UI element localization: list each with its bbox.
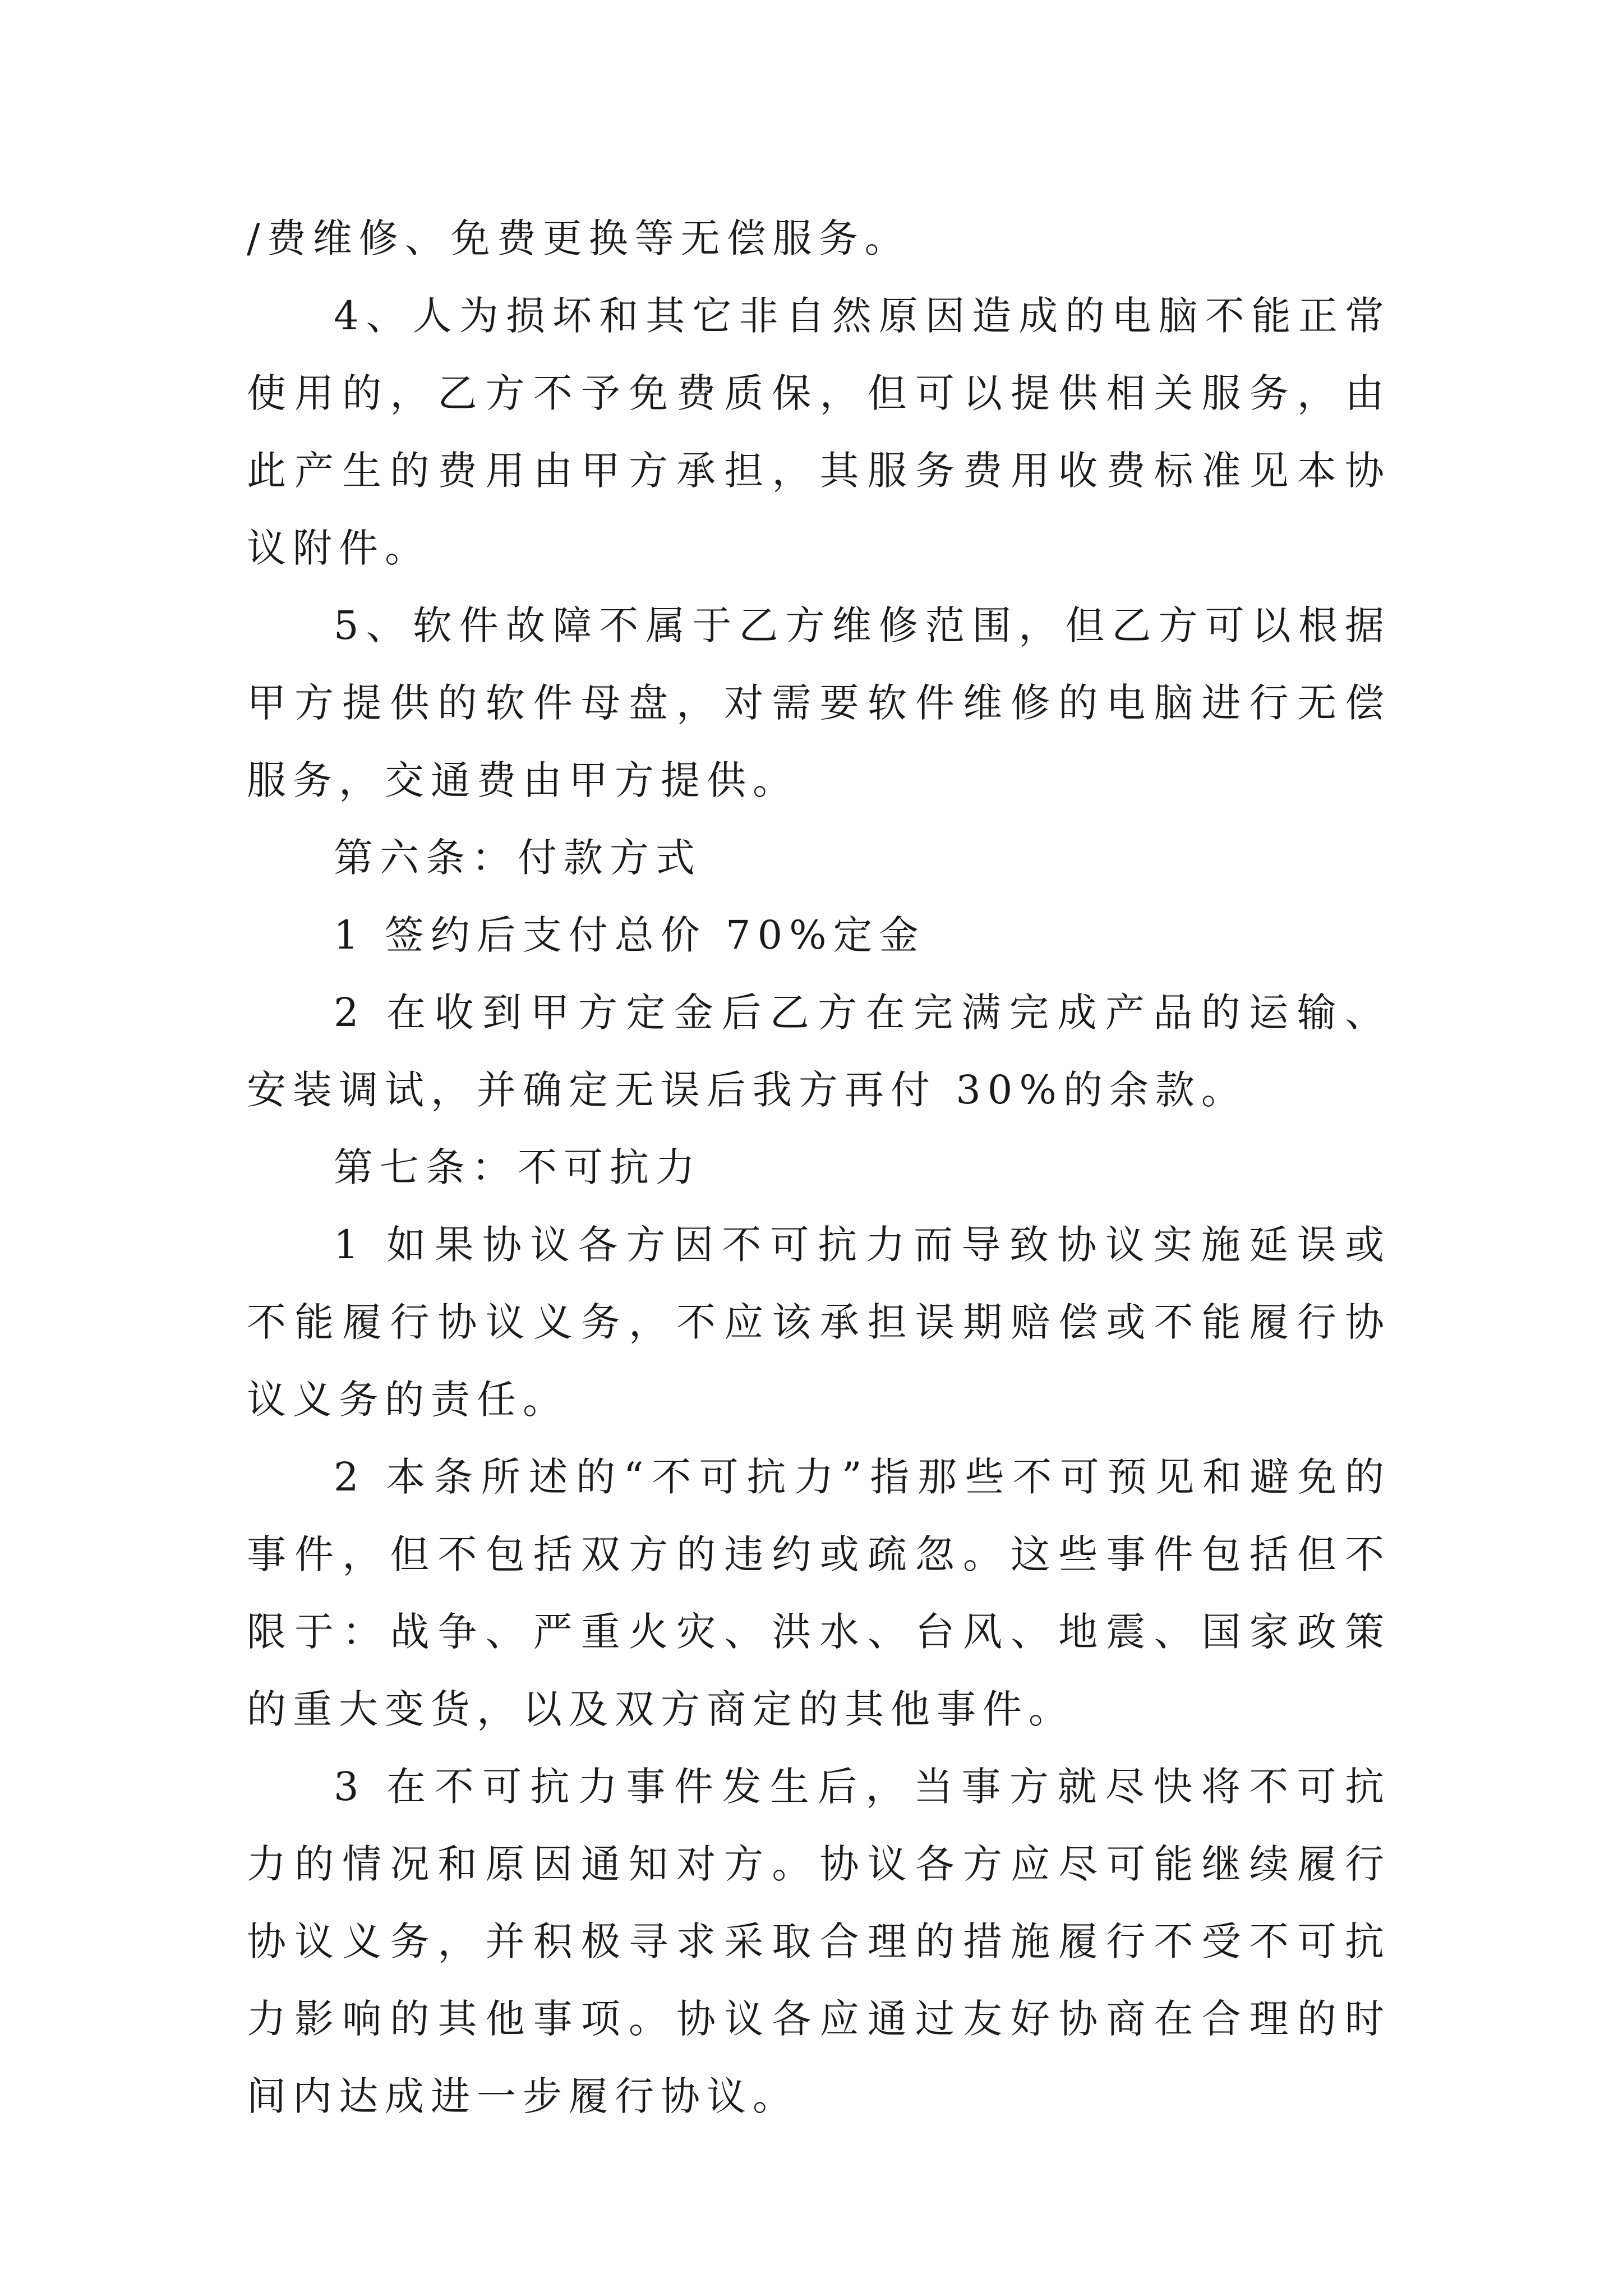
document-body	[247, 200, 1391, 2135]
paragraph-payment-1: 1 签约后支付总价 70%定金	[334, 912, 925, 958]
paragraph-clause-5: 5、软件故障不属于乙方维修范围，但乙方可以根据甲方提供的软件母盘，对需要软件维修的电脑进行无偿服务，交通费由甲方提供。	[247, 602, 1391, 803]
paragraph-continuation: /费维修、免费更换等无偿服务。	[247, 215, 911, 261]
paragraph-force-majeure-3: 3 在不可抗力事件发生后，当事方就尽快将不可抗力的情况和原因通知对方。协议各方应尽可能继续履行协议义务，并积极寻求采取合理的措施履行不受不可抗力影响的其他事项。协议各应通过友好协商在合理的时间内达成进一步履行协议。	[247, 1764, 1391, 2119]
section-heading-force-majeure: 第七条：不可抗力	[334, 1144, 702, 1190]
paragraph-clause-4: 4、人为损坏和其它非自然原因造成的电脑不能正常使用的，乙方不予免费质保，但可以提供相关服务，由此产生的费用由甲方承担，其服务费用收费标准见本协议附件。	[247, 293, 1391, 571]
paragraph-force-majeure-1: 1 如果协议各方因不可抗力而导致协议实施延误或不能履行协议义务，不应该承担误期赔偿或不能履行协议义务的责任。	[247, 1222, 1391, 1423]
paragraph-payment-2: 2 在收到甲方定金后乙方在完满完成产品的运输、安装调试，并确定无误后我方再付 30%的余款。	[247, 990, 1391, 1113]
paragraph-force-majeure-2: 2 本条所述的“不可抗力”指那些不可预见和避免的事件，但不包括双方的违约或疏忽。这些事件包括但不限于：战争、严重火灾、洪水、台风、地震、国家政策的重大变货，以及双方商定的其他事件。	[247, 1454, 1391, 1732]
section-heading-payment: 第六条：付款方式	[334, 835, 702, 881]
